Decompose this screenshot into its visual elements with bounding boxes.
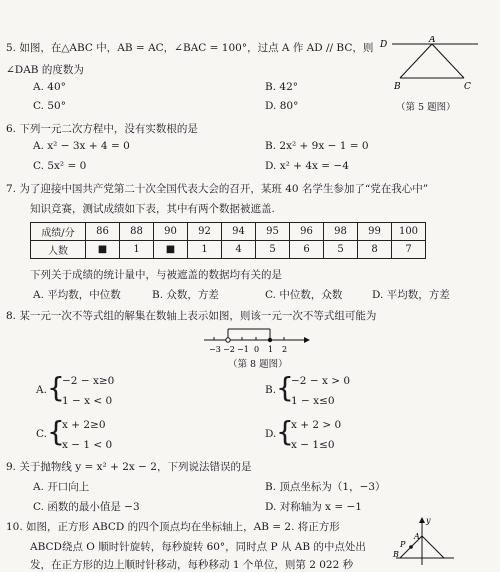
table-cell-covered: ■ (86, 241, 120, 259)
q10-label-p: P (400, 540, 406, 549)
table-cell: 100 (392, 223, 426, 241)
table-cell: 96 (290, 223, 324, 241)
q5-label-d: D (380, 40, 388, 50)
q8-option-d-line1: x + 2 > 0 (291, 419, 342, 431)
table-cell: 5 (324, 241, 358, 259)
q6-stem: 6. 下列一元二次方程中，没有实数根的是 (6, 123, 198, 135)
table-header-count: 人数 (31, 241, 86, 259)
q7-option-c: C. 中位数，众数 (265, 289, 343, 301)
tick-label: 1 (268, 345, 274, 354)
table-header-score: 成绩/分 (31, 223, 86, 241)
table-cell-covered: ■ (154, 241, 188, 259)
q5-stem-line1: 5. 如图，在△ABC 中，AB = AC，∠BAC = 100°，过点 A 作 AD // BC，则 (6, 42, 374, 54)
q7-option-b: B. 众数，方差 (152, 289, 219, 301)
table-row (31, 241, 426, 259)
q8-number-line-figure (200, 323, 310, 355)
q5-figure-caption: （第 5 题图） (396, 102, 456, 113)
q7-option-a: A. 平均数，中位数 (33, 289, 121, 301)
q7-option-d: D. 平均数，方差 (372, 289, 450, 301)
q6-option-c: C. 5x² = 0 (33, 160, 87, 172)
q5-option-c: C. 50° (33, 100, 66, 112)
q9-option-c: C. 函数的最小值是 −3 (33, 501, 140, 513)
table-cell: 5 (256, 241, 290, 259)
q6-option-d: D. x² + 4x = −4 (265, 160, 349, 172)
q8-option-c-label: C. (36, 428, 47, 440)
q9-stem: 9. 关于抛物线 y = x² + 2x − 2，下列说法错误的是 (6, 461, 252, 473)
q8-option-d-line2: x − 1≤0 (291, 439, 335, 451)
q7-stem-line3: 下列关于成绩的统计量中，与被遮盖的数据均有关的是 (30, 269, 282, 281)
q8-figure-caption: （第 8 题图） (228, 359, 288, 370)
q8-option-a-brace: { (47, 371, 65, 404)
q8-option-a-line2: 1 − x < 0 (62, 395, 113, 407)
table-cell: 8 (358, 241, 392, 259)
tick-label: 2 (282, 345, 288, 354)
table-cell: 88 (120, 223, 154, 241)
q9-option-d: D. 对称轴为 x = −1 (265, 501, 362, 513)
q5-option-a: A. 40° (33, 81, 66, 93)
q8-option-b-line1: −2 − x > 0 (291, 375, 351, 387)
q5-option-d: D. 80° (265, 100, 299, 112)
table-cell: 94 (222, 223, 256, 241)
q9-option-b: B. 顶点坐标为（1，−3） (265, 481, 386, 493)
q10-stem-line3: 发，在正方形的边上顺时针移动，每秒移动 1 个单位，则第 2 022 秒 (30, 559, 354, 571)
q8-option-c-brace: { (47, 415, 65, 448)
q8-option-b-label: B. (265, 384, 277, 396)
q6-option-b: B. 2x² + 9x − 1 = 0 (265, 140, 369, 152)
q8-stem: 8. 某一元一次不等式组的解集在数轴上表示如图，则该一元一次不等式组可能为 (6, 310, 377, 322)
q8-option-c-line1: x + 2≥0 (62, 419, 106, 431)
q8-option-a-label: A. (36, 384, 47, 396)
table-cell: 6 (290, 241, 324, 259)
tick-label: −3 (209, 345, 221, 354)
table-cell: 99 (358, 223, 392, 241)
q8-option-d-brace: { (276, 415, 294, 448)
q7-score-table (30, 222, 426, 259)
q10-stem-line1: 10. 如图，正方形 ABCD 的四个顶点均在坐标轴上，AB = 2. 将正方形 (6, 521, 340, 533)
q7-stem-line1: 7. 为了迎接中国共产党第二十次全国代表大会的召开，某班 40 名学生参加了“党在我心中” (6, 183, 429, 195)
q5-label-a: A (429, 36, 436, 45)
q10-stem-line2: ABCD绕点 O 顺时针旋转，每秒旋转 60°，同时点 P 从 AB 的中点处出 (30, 541, 366, 553)
table-cell: 92 (188, 223, 222, 241)
table-cell: 1 (120, 241, 154, 259)
q8-option-d-label: D. (265, 428, 277, 440)
q9-option-a: A. 开口向上 (33, 481, 90, 493)
q8-option-c-line2: x − 1 < 0 (62, 439, 113, 451)
q10-label-y: y (426, 516, 431, 525)
q10-label-a: A (414, 532, 420, 541)
q5-stem-line2: ∠DAB 的度数为 (6, 64, 84, 76)
tick-label: 0 (254, 345, 260, 354)
q8-option-b-brace: { (276, 371, 294, 404)
q5-triangle-figure (378, 36, 494, 94)
table-cell: 86 (86, 223, 120, 241)
table-cell: 95 (256, 223, 290, 241)
tick-label: −2 (223, 345, 235, 354)
q8-option-a-line1: −2 − x≥0 (62, 375, 115, 387)
table-cell: 4 (222, 241, 256, 259)
q8-option-b-line2: 1 − x≤0 (291, 395, 335, 407)
table-cell: 7 (392, 241, 426, 259)
q7-stem-line2: 知识竞赛，测试成绩如下表，其中有两个数据被遮盖. (30, 203, 275, 215)
q6-option-a: A. x² − 3x + 4 = 0 (33, 140, 130, 152)
table-row (31, 223, 426, 241)
q5-label-c: C (464, 82, 471, 92)
q10-square-figure (392, 514, 462, 565)
q10-label-b: B (393, 550, 399, 559)
q5-option-b: B. 42° (265, 81, 299, 93)
table-cell: 98 (324, 223, 358, 241)
tick-label: −1 (237, 345, 249, 354)
q5-label-b: B (394, 82, 401, 92)
table-cell: 1 (188, 241, 222, 259)
table-cell: 90 (154, 223, 188, 241)
